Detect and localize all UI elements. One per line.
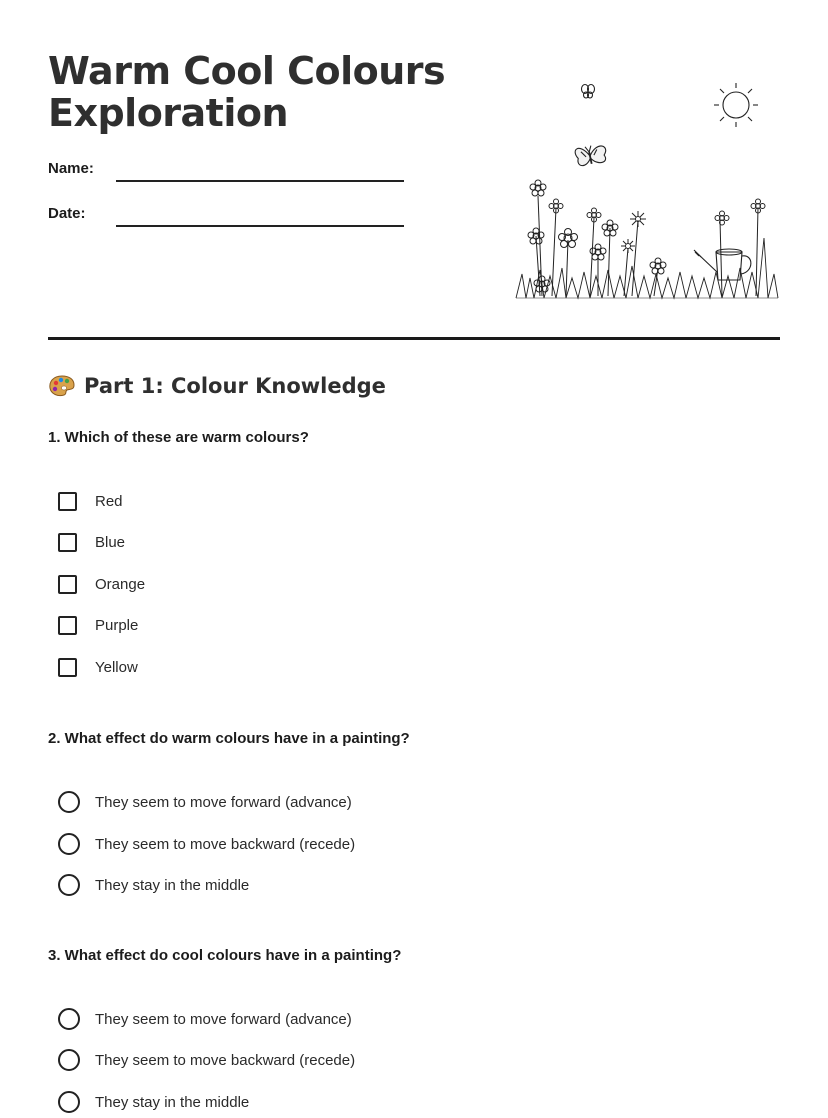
name-label: Name: — [48, 160, 94, 177]
checkbox[interactable] — [58, 616, 77, 635]
question-3: 3. What effect do cool colours have in a painting? — [48, 947, 402, 964]
butterfly-icon — [582, 85, 595, 99]
option-label: They stay in the middle — [95, 876, 250, 894]
option-label: They seem to move forward (advance) — [95, 793, 352, 811]
q3-option-advance[interactable] — [58, 1008, 352, 1030]
part1-heading — [48, 374, 386, 398]
option-label: They seem to move forward (advance) — [95, 1010, 352, 1028]
question-1: 1. Which of these are warm colours? — [48, 429, 309, 446]
q3-option-recede[interactable] — [58, 1049, 355, 1071]
q1-option-orange[interactable] — [58, 575, 145, 594]
radio-button[interactable] — [58, 874, 80, 896]
flower-icon — [528, 180, 765, 292]
q2-option-middle[interactable] — [58, 874, 249, 896]
radio-button[interactable] — [58, 1008, 80, 1030]
q1-option-red[interactable] — [58, 492, 123, 511]
watering-can-icon — [694, 249, 751, 280]
q1-option-yellow[interactable] — [58, 658, 138, 677]
option-label: Yellow — [95, 659, 138, 676]
q1-option-blue[interactable] — [58, 533, 125, 552]
q2-option-advance[interactable] — [58, 791, 352, 813]
palette-icon — [48, 374, 76, 398]
option-label: Red — [95, 493, 123, 510]
date-field[interactable] — [116, 225, 404, 227]
q3-option-middle[interactable] — [58, 1091, 249, 1113]
q1-option-purple[interactable] — [58, 616, 138, 635]
date-label: Date: — [48, 205, 86, 222]
name-field[interactable] — [116, 180, 404, 182]
option-label: They stay in the middle — [95, 1093, 250, 1111]
title-line-2: Exploration — [48, 91, 289, 135]
checkbox[interactable] — [58, 492, 77, 511]
checkbox[interactable] — [58, 533, 77, 552]
radio-button[interactable] — [58, 1049, 80, 1071]
question-2: 2. What effect do warm colours have in a painting? — [48, 730, 410, 747]
butterfly-icon — [574, 143, 608, 168]
title-line-1: Warm Cool Colours — [48, 49, 446, 93]
header-divider — [48, 337, 780, 340]
option-label: Blue — [95, 534, 126, 551]
option-label: Purple — [95, 617, 139, 634]
garden-illustration — [512, 78, 780, 310]
option-label: Orange — [95, 576, 146, 593]
option-label: They seem to move backward (recede) — [95, 1051, 356, 1069]
option-label: They seem to move backward (recede) — [95, 835, 356, 853]
radio-button[interactable] — [58, 833, 80, 855]
checkbox[interactable] — [58, 575, 77, 594]
radio-button[interactable] — [58, 1091, 80, 1113]
worksheet-title — [48, 50, 445, 134]
checkbox[interactable] — [58, 658, 77, 677]
q2-option-recede[interactable] — [58, 833, 355, 855]
sun-icon — [714, 83, 758, 127]
radio-button[interactable] — [58, 791, 80, 813]
part1-title: Part 1: Colour Knowledge — [84, 374, 386, 398]
